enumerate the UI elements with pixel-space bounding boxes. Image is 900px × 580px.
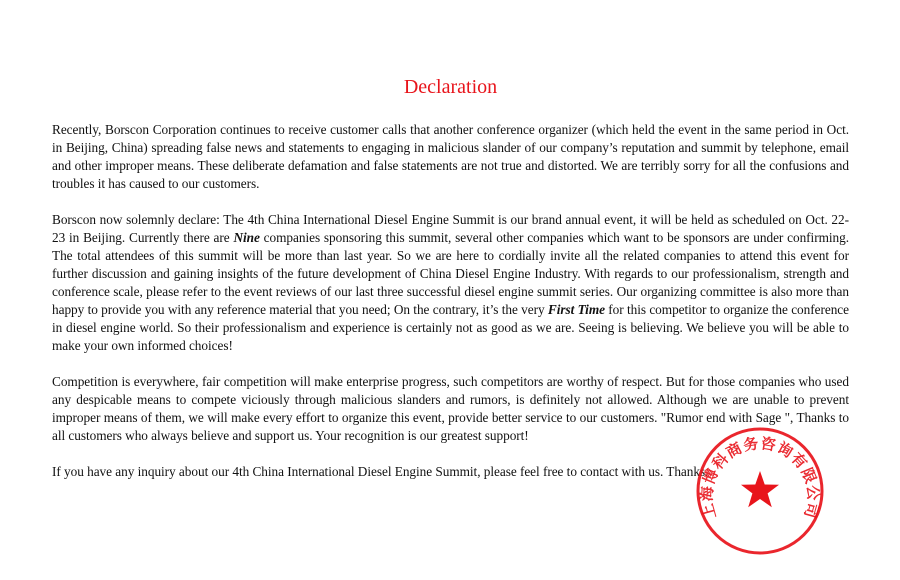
paragraph-2 xyxy=(52,211,849,355)
paragraph-2-part-e: for this competitor to organize the conference in diesel engine world. So their professionalism and experience is certainly not as good as we are. Seeing is believing. We believe you will be able to make your own informed choices! xyxy=(52,302,850,353)
paragraph-4: If you have any inquiry about our 4th China International Diesel Engine Summit, please feel free to contact with us. Thanks. xyxy=(52,464,709,479)
paragraph-2-part-c: companies sponsoring this summit, several other companies which want to be sponsors are under confirming. The total attendees of this summit will be more than last year. So we are here to cordially invite all the related companies to attend this event for further discussion and gaining insights of the future development of China Diesel Engine Industry. With regards to our professionalism, strength and conference scale, please refer to the event reviews of our last three successful diesel engine summit series. Our organizing committee is also more than happy to provide you with any reference material that you need; On the contrary, it’s the very xyxy=(52,230,849,317)
company-seal xyxy=(695,426,825,556)
paragraph-2-part-a: Borscon now solemnly declare: The 4th China International Diesel Engine Summit is our brand annual event, it will be held as scheduled on Oct. 22-23 in Beijing. Currently there are xyxy=(52,212,849,245)
red-star-icon xyxy=(741,471,779,507)
paragraph-1: Recently, Borscon Corporation continues to receive customer calls that another conference organizer (which held the event in the same period in Oct. in Beijing, China) spreading false news and statements to engaging in malicious slander of our company’s reputation and summit by telephone, email and other improper means. These deliberate defamation and false statements are not true and distorted. We are terribly sorry for all the confusions and troubles it has caused to our customers. xyxy=(52,122,849,191)
declaration-document xyxy=(52,74,849,481)
seal-text: 上海博科商务咨询有限公司 xyxy=(697,434,823,521)
emphasis-first-time: First Time xyxy=(547,302,605,317)
paragraph-3: Competition is everywhere, fair competition will make enterprise progress, such competitors are worthy of respect. But for those companies who used any despicable means to compete viciously through malicious slanders and rumors, is definitely not allowed. Although we are unable to prevent improper means of them, we will make every effort to organize this event, provide better service to our customers. "Rumor end with Sage ", Thanks to all customers who always believe and support us. Your recognition is our greatest support! xyxy=(52,374,849,443)
emphasis-nine: Nine xyxy=(233,230,260,245)
page-title: Declaration xyxy=(403,76,498,98)
